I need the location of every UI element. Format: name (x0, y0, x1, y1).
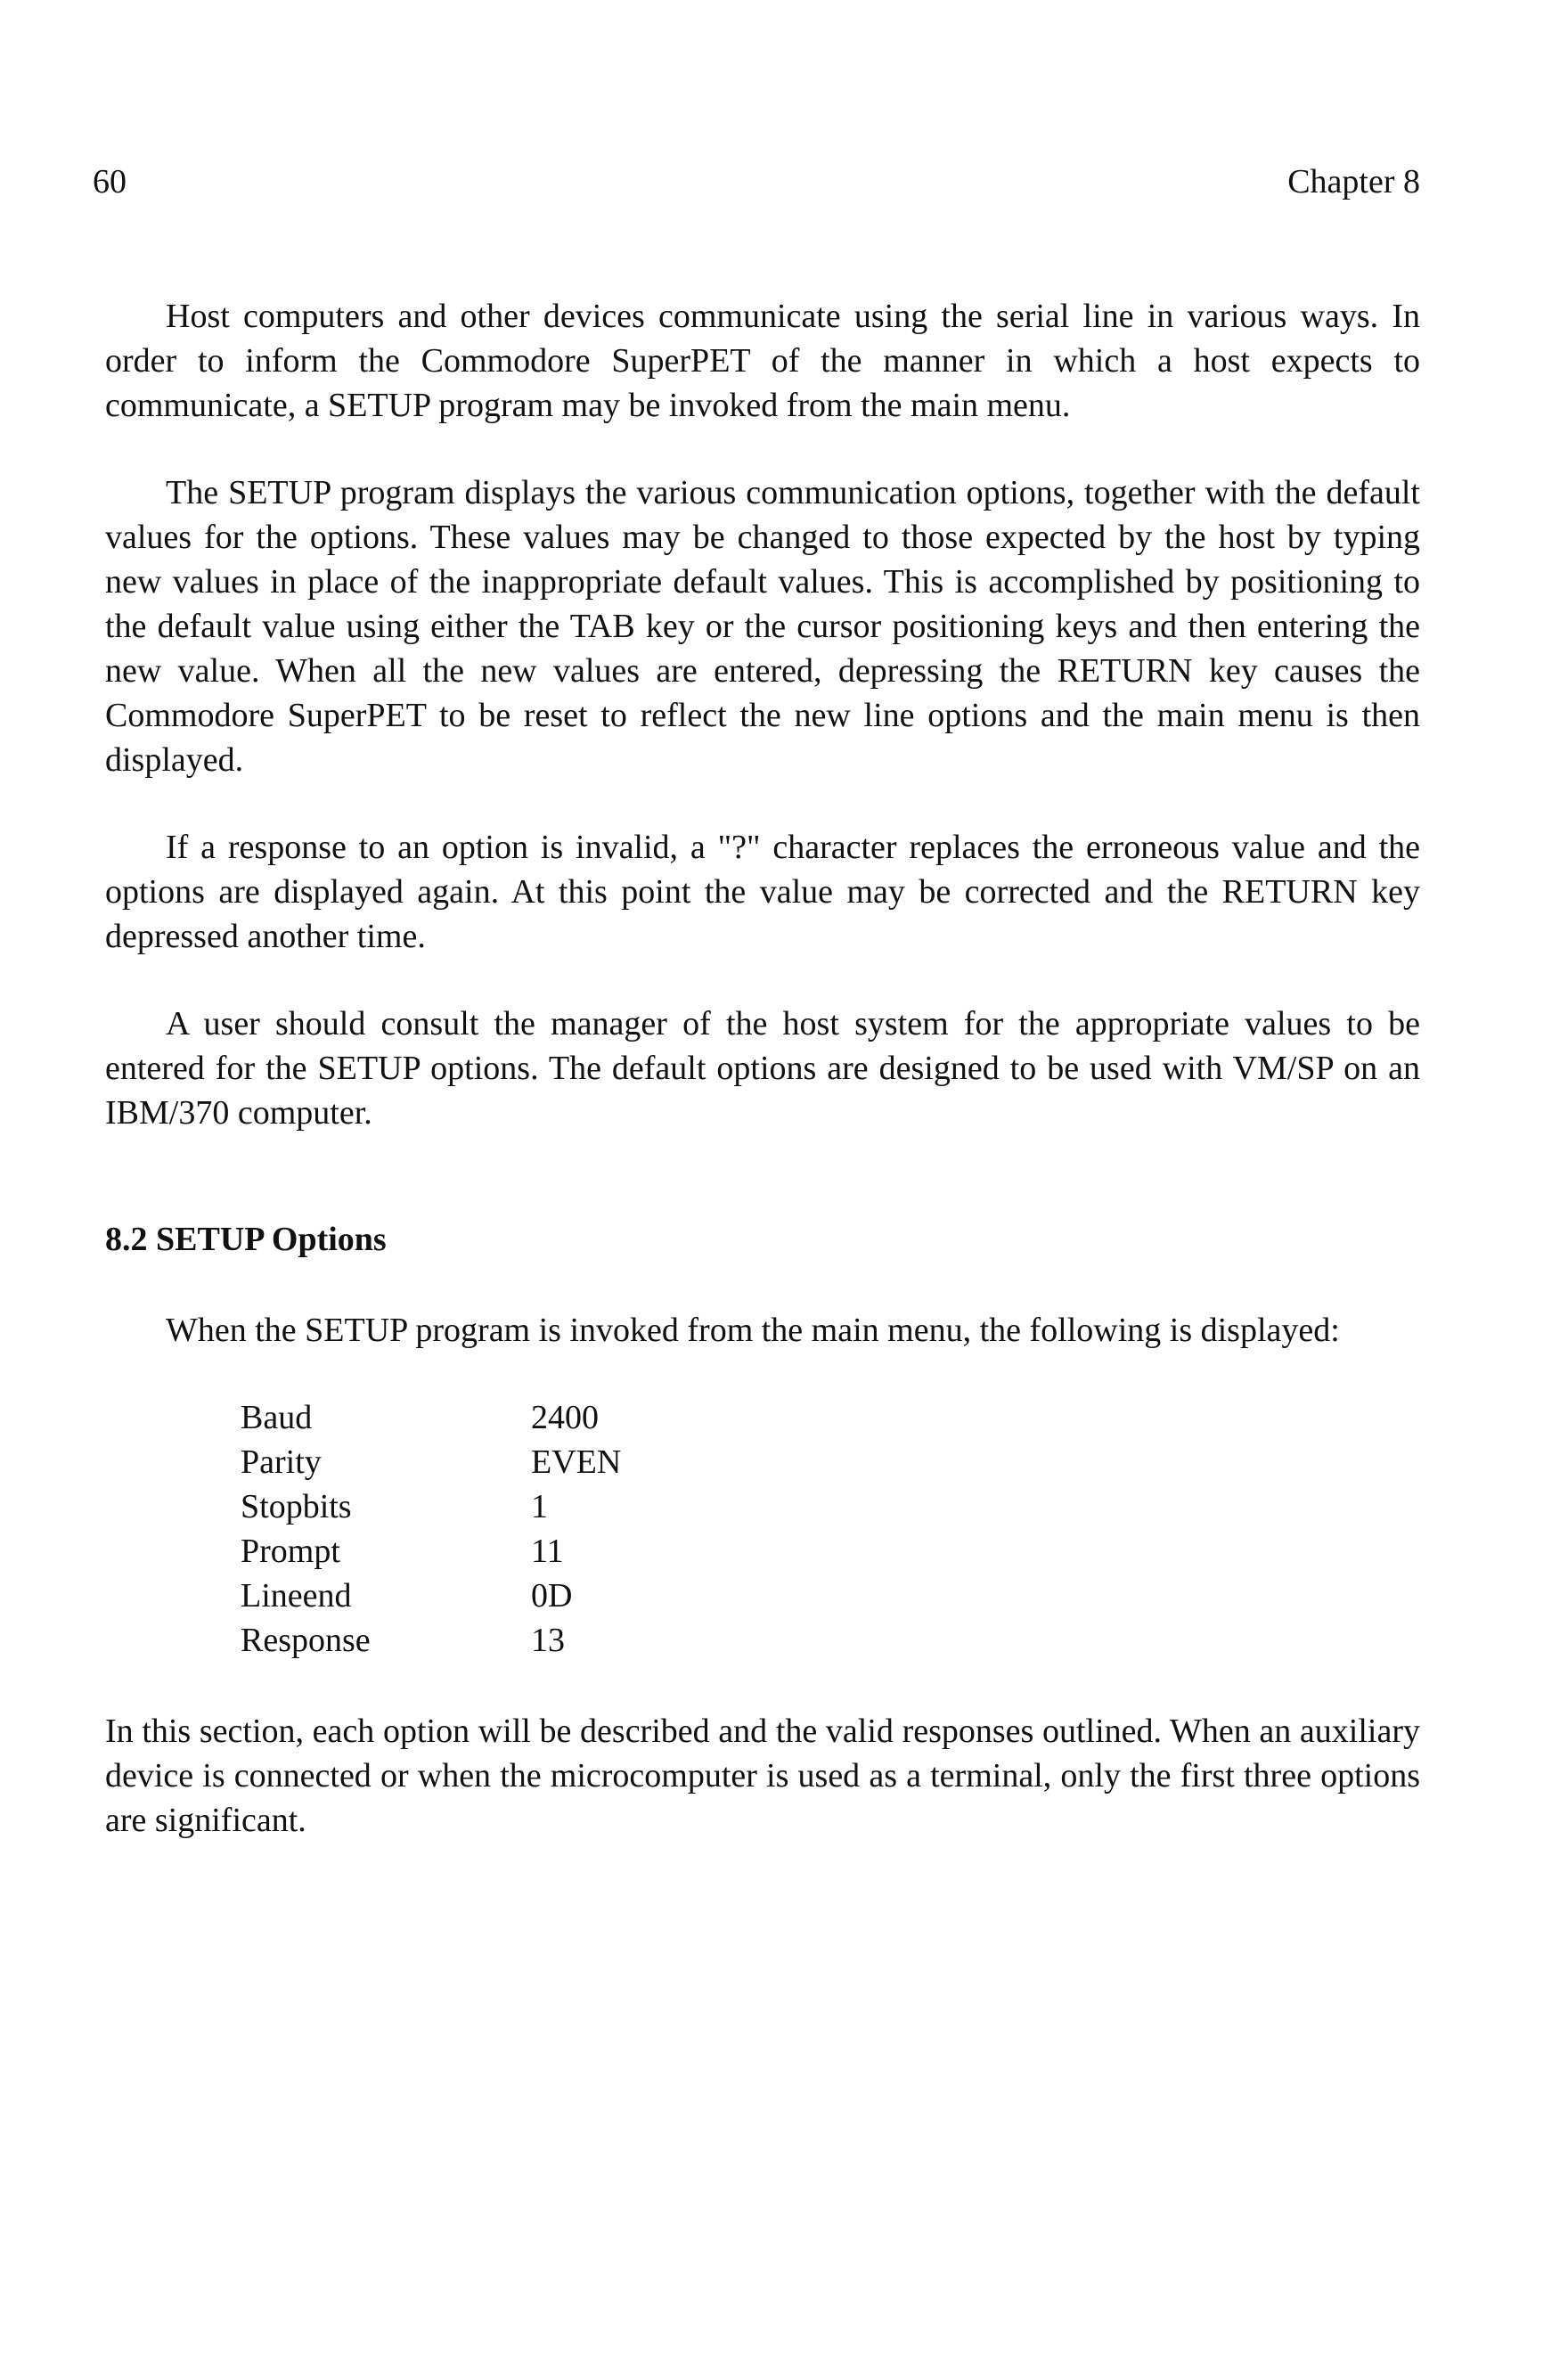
setup-options-table (241, 1395, 621, 1663)
table-row (241, 1574, 621, 1618)
option-value: 1 (531, 1488, 548, 1525)
option-name: Prompt (241, 1533, 340, 1570)
page-number: 60 (93, 163, 127, 200)
paragraph-consult-manager: A user should consult the manager of the host system for the appropriate values to be entered for the SETUP options. The default options are designed to be used with VM/SP on an IBM/370 computer. (105, 1005, 1420, 1132)
option-value: EVEN (531, 1443, 622, 1481)
chapter-label: Chapter 8 (1287, 163, 1420, 200)
paragraph-host-communication: Host computers and other devices communicate using the serial line in various ways. In order to inform the Commodore SuperPET of the manner in which a host expects to communicate, a SETUP program may be invoked from the main menu. (105, 298, 1420, 424)
option-name: Stopbits (241, 1488, 352, 1525)
table-row (241, 1440, 621, 1484)
option-name: Baud (241, 1399, 313, 1436)
option-value: 0D (531, 1577, 573, 1615)
option-value: 2400 (531, 1399, 599, 1436)
paragraph-invalid-response: If a response to an option is invalid, a "?" character replaces the erroneous value and the options are displayed again. At this point the value may be corrected and the RETURN key depressed another time. (105, 829, 1420, 955)
page-body (105, 294, 1420, 1885)
table-row (241, 1484, 621, 1529)
page-header (93, 162, 1420, 216)
option-value: 11 (531, 1533, 564, 1570)
table-row (241, 1618, 621, 1663)
option-name: Parity (241, 1443, 322, 1481)
paragraph-option-descriptions: In this section, each option will be described and the valid responses outlined. When an auxiliary device is connected or when the microcomputer is used as a terminal, only the first three options are significant. (105, 1713, 1420, 1839)
option-name: Lineend (241, 1577, 352, 1615)
table-row (241, 1529, 621, 1574)
option-value: 13 (531, 1622, 565, 1659)
paragraph-setup-program: The SETUP program displays the various communication options, together with the default values for the options. These values may be changed to those expected by the host by typing new values in place of the inappropriate default values. This is accomplished by positioning to the default value using either the TAB key or the cursor positioning keys and then entering the new value. When all the new values are entered, depressing the RETURN key causes the Commodore SuperPET to be reset to reflect the new line options and the main menu is then displayed. (105, 474, 1420, 779)
table-row (241, 1395, 621, 1440)
paragraph-setup-intro: When the SETUP program is invoked from the main menu, the following is displayed: (166, 1312, 1340, 1349)
option-name: Response (241, 1622, 371, 1659)
section-heading: 8.2 SETUP Options (105, 1221, 387, 1258)
